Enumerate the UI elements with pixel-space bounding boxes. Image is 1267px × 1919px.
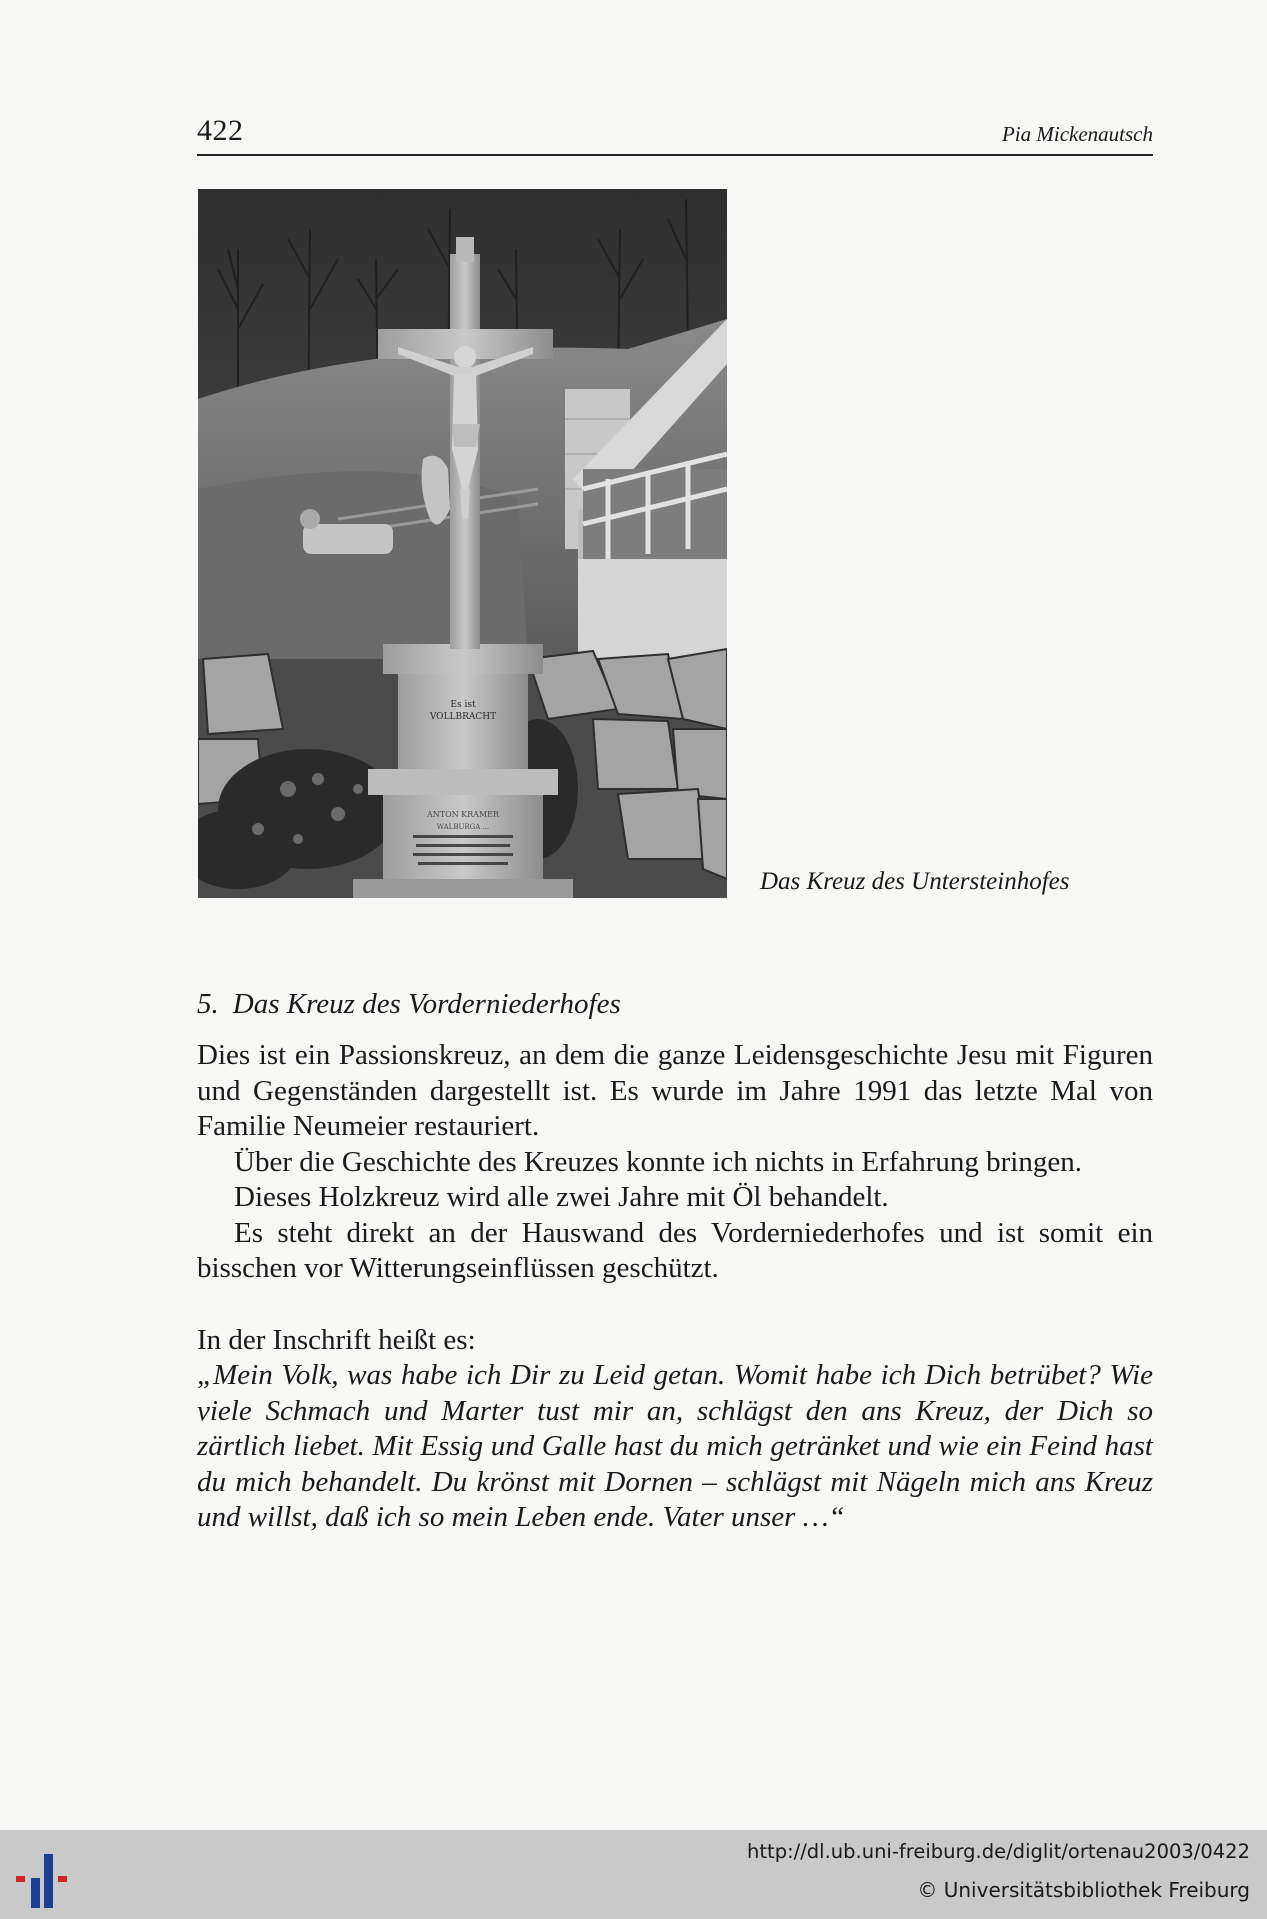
paragraph: Über die Geschichte des Kreuzes konnte ich nichts in Erfahrung bringen. (234, 1145, 1082, 1178)
plinth-upper-inscription-line: Es ist (450, 700, 476, 710)
inscription-quote: „Mein Volk, was habe ich Dir zu Leid getan. Womit habe ich Dich betrübet? Wie viele Schmach und Marter tust mir an, schlägst den ans Kreuz, der Dich so zärtlich liebet. Mit Essig und Galle hast du mich getränket und wie ein Feind hast du mich behandelt. Du krönst mit Dornen – schlägst mit Nägeln mich ans Kreuz und willst, daß ich so mein Leben ende. Vater unser …“ (197, 1359, 1153, 1533)
photo-illustration (198, 189, 727, 898)
page-number: 422 (197, 114, 244, 147)
footer-url-link[interactable]: http://dl.ub.uni-freiburg.de/diglit/ortenau2003/0422 (747, 1840, 1250, 1863)
cross-photograph (198, 189, 727, 898)
plinth-lower-inscription-line: WALBURGA ... (436, 823, 490, 831)
figure-caption: Das Kreuz des Untersteinhofes (760, 868, 1070, 895)
paragraph: Dies ist ein Passionskreuz, an dem die ganze Leidensgeschichte Jesu mit Figuren und Gegenständen dargestellt ist. Es wurde im Jahre 1991 das letzte Mal von Familie Neumeier restauriert. (197, 1039, 1153, 1142)
footer-copyright: © Universitätsbibliothek Freiburg (917, 1878, 1250, 1902)
plinth-lower-inscription-line: ANTON KRAMER (426, 810, 500, 819)
section-heading (197, 988, 621, 1021)
running-head-author: Pia Mickenautsch (1001, 122, 1153, 146)
body-text (197, 1038, 1153, 1536)
page-header (197, 112, 1153, 156)
library-logo-icon (16, 1848, 80, 1912)
paragraph: Dieses Holzkreuz wird alle zwei Jahre mit Öl behandelt. (234, 1181, 889, 1213)
inscription-intro: In der Inschrift heißt es: (197, 1323, 476, 1356)
paragraph: Es steht direkt an der Hauswand des Vorderniederhofes und ist somit ein bisschen vor Witterungseinflüssen geschützt. (197, 1216, 1153, 1284)
library-footer (0, 1830, 1267, 1919)
section-title: Das Kreuz des Vorderniederhofes (232, 988, 621, 1020)
section-number: 5. (197, 988, 219, 1020)
plinth-upper-inscription-line: VOLLBRACHT (429, 712, 497, 722)
